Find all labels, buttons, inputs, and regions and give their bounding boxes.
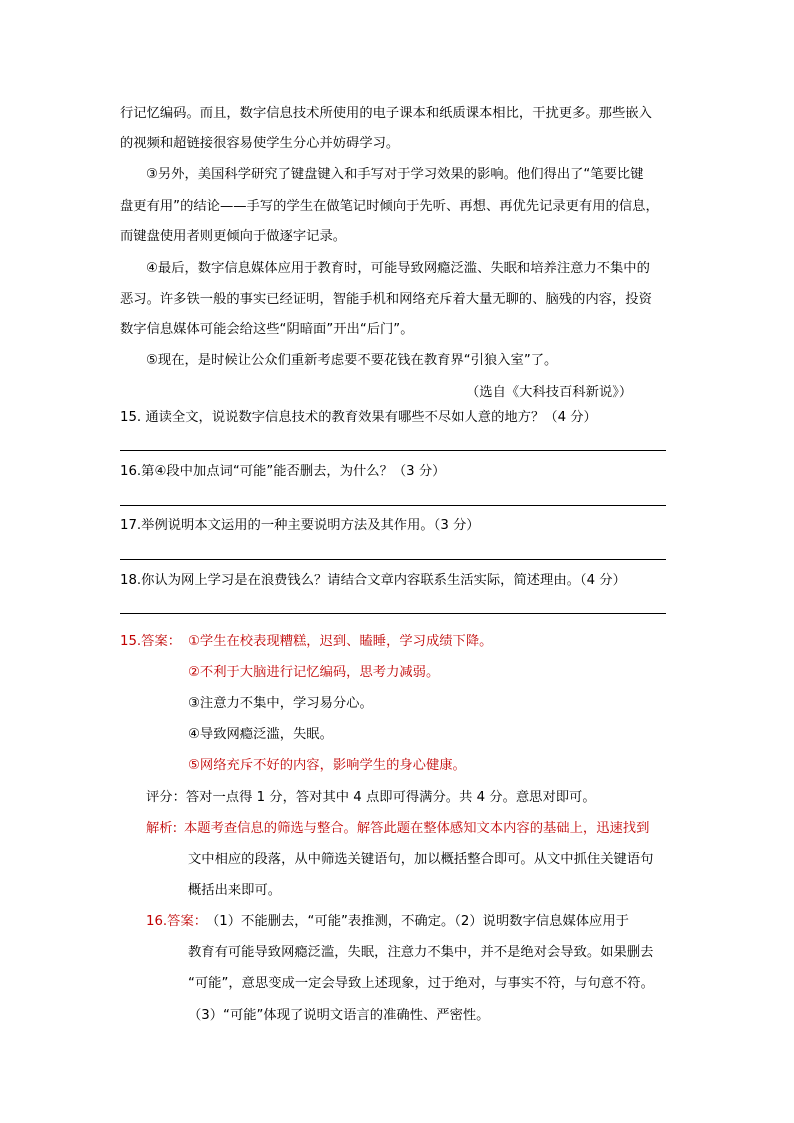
answer-16-text: （3）“可能”体现了说明文语言的准确性、严密性。: [188, 1008, 490, 1023]
passage-paragraph-3: ③另外，美国科学研究了键盘键入和手写对于学习效果的影响。他们得出了“笔要比键: [146, 167, 644, 182]
answer-15-analysis: 概括出来即可。: [188, 883, 282, 898]
passage-text: 的视频和超链接很容易使学生分心并妨碍学习。: [120, 136, 400, 151]
answer-15-analysis: 文中相应的段落，从中筛选关键语句，加以概括整合即可。从文中抓住关键语句: [188, 852, 654, 867]
answer-line: [120, 450, 666, 451]
answer-16-text: （1）不能删去，“可能”表推测，不确定。（2）说明数字信息媒体应用于: [206, 914, 629, 929]
passage-paragraph-4: ④最后，数字信息媒体应用于教育时，可能导致网瘾泛滥、失眠和培养注意力不集中的: [146, 261, 650, 276]
answer-15-point-4: ④导致网瘾泛滥，失眠。: [188, 727, 333, 742]
answer-15-analysis-label: 解析:: [146, 821, 178, 836]
answer-15-point-5: ⑤网络充斥不好的内容，影响学生的身心健康。: [188, 758, 466, 773]
passage-text: 数字信息媒体可能会给这些“阴暗面”开出“后门”。: [120, 322, 414, 337]
answer-15-analysis: 本题考查信息的筛选与整合。解答此题在整体感知文本内容的基础上，迅速找到: [184, 821, 650, 836]
answer-15-point-3: ③注意力不集中，学习易分心。: [188, 696, 373, 711]
passage-paragraph-5: ⑤现在，是时候让公众们重新考虑要不要花钱在教育界“引狼入室”了。: [146, 353, 558, 368]
question-16: 16.第④段中加点词“可能”能否删去，为什么？（3 分）: [120, 464, 446, 479]
answer-line: [120, 505, 666, 506]
passage-text: 而键盘使用者则更倾向于做逐字记录。: [120, 229, 347, 244]
question-15: 15. 通读全文，说说数字信息技术的教育效果有哪些不尽如人意的地方？（4 分）: [120, 410, 597, 425]
question-18: 18.你认为网上学习是在浪费钱么？请结合文章内容联系生活实际，简述理由。（4 分）: [120, 573, 626, 588]
answer-15-scoring: 评分：答对一点得 1 分，答对其中 4 点即可得满分。共 4 分。意思对即可。: [146, 790, 596, 805]
answer-16-text: “可能”，意思变成一定会导致上述现象，过于绝对，与事实不符，与句意不符。: [188, 976, 654, 991]
passage-text: 恶习。许多铁一般的事实已经证明，智能手机和网络充斥着大量无聊的、脑残的内容，投资: [120, 292, 652, 307]
answer-15-label: 15.答案：: [120, 634, 182, 649]
answer-line: [120, 613, 666, 614]
answer-line: [120, 559, 666, 560]
question-17: 17.举例说明本文运用的一种主要说明方法及其作用。（3 分）: [120, 518, 480, 533]
answer-16-text: 教育有可能导致网瘾泛滥，失眠，注意力不集中，并不是绝对会导致。如果删去: [188, 945, 654, 960]
answer-15-point-2: ②不利于大脑进行记忆编码，思考力减弱。: [188, 665, 440, 680]
answer-16-label: 16.答案：: [146, 914, 208, 929]
passage-source: （选自《大科技百科新说》）: [466, 385, 633, 400]
passage-text: 行记忆编码。而且，数字信息技术所使用的电子课本和纸质课本相比，干扰更多。那些嵌入: [120, 106, 652, 121]
passage-text: 盘更有用”的结论——手写的学生在做笔记时倾向于先听、再想、再优先记录更有用的信息，: [120, 199, 659, 214]
answer-15-point-1: ①学生在校表现糟糕，迟到、瞌睡，学习成绩下降。: [188, 634, 493, 649]
